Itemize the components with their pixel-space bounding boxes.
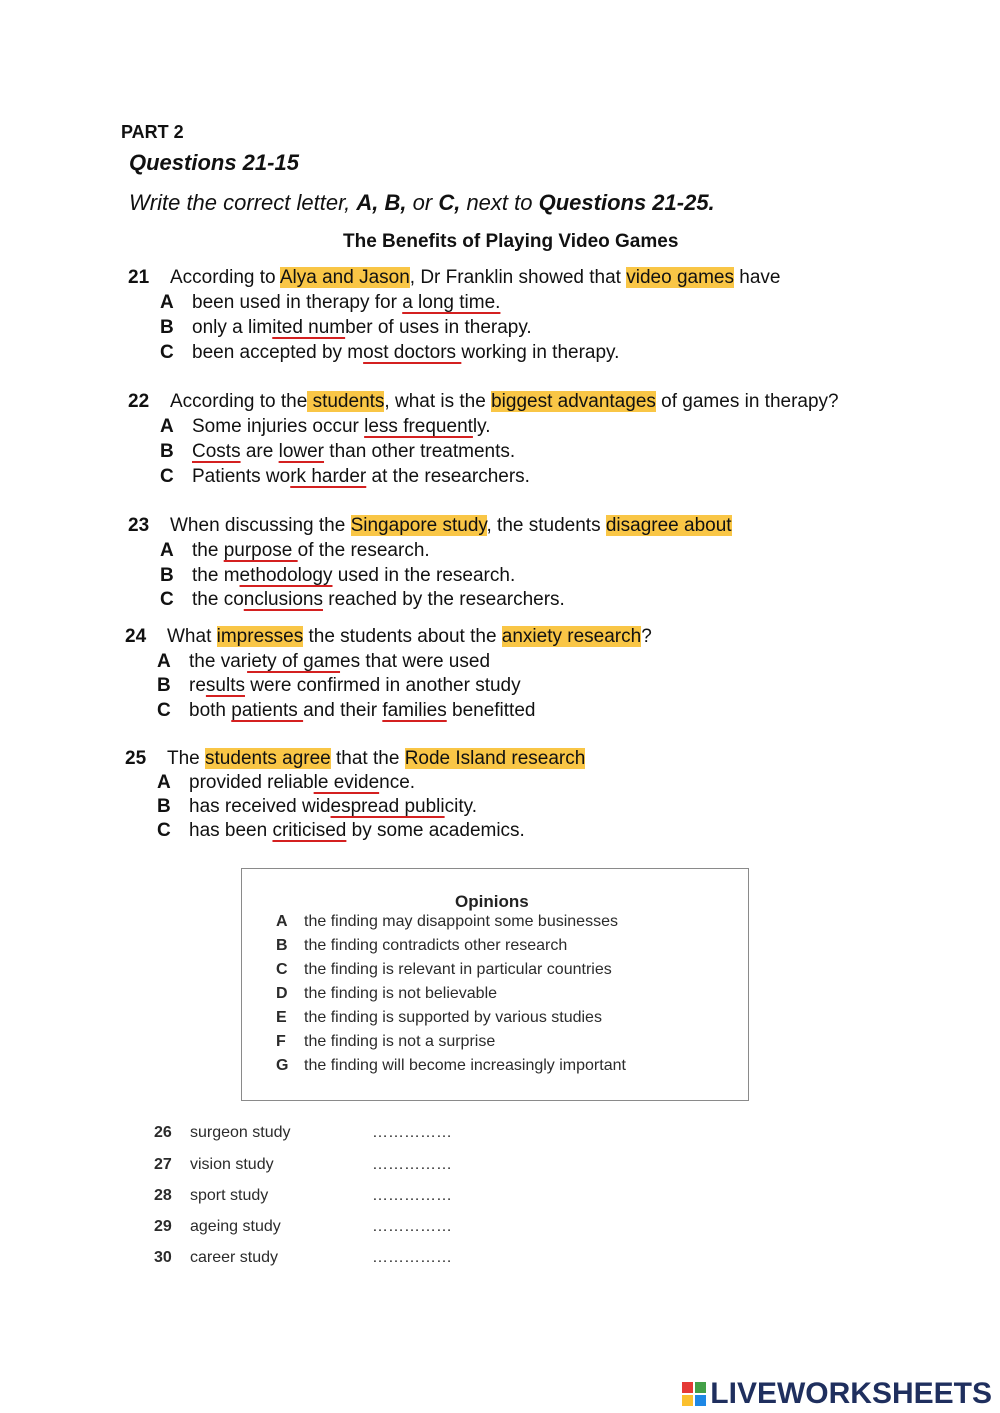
question-23-option-b[interactable]: B the methodology used in the research. xyxy=(160,565,516,586)
question-24-option-c[interactable]: C both patients and their families benefitted xyxy=(157,700,536,721)
answer-blank[interactable]: …………… xyxy=(372,1124,452,1141)
matching-row: 30 career study …………… xyxy=(154,1249,452,1266)
question-22-option-a[interactable]: A Some injuries occur less frequently. xyxy=(160,416,491,437)
logo-square xyxy=(695,1395,706,1406)
answer-blank[interactable]: …………… xyxy=(372,1156,452,1173)
question-22-stem: 22 According to the students, what is the biggest advantages of games in therapy? xyxy=(128,391,839,412)
instruction-text: Write the correct letter, A, B, or C, next to Questions 21-25. xyxy=(129,190,715,215)
logo-square xyxy=(682,1395,693,1406)
opinion-item: E the finding is supported by various studies xyxy=(276,1009,602,1026)
logo-grid-icon xyxy=(682,1382,706,1406)
opinion-item: G the finding will become increasingly important xyxy=(276,1057,626,1074)
opinion-item: F the finding is not a surprise xyxy=(276,1033,496,1050)
answer-blank[interactable]: …………… xyxy=(372,1187,452,1204)
question-21-option-a[interactable]: A been used in therapy for a long time. xyxy=(160,292,501,313)
question-25-stem: 25 The students agree that the Rode Island research xyxy=(125,748,586,769)
question-23-option-c[interactable]: C the conclusions reached by the researchers. xyxy=(160,589,565,610)
opinion-item: B the finding contradicts other research xyxy=(276,937,568,954)
question-22-option-b[interactable]: B Costs are lower than other treatments. xyxy=(160,441,516,462)
opinion-item: A the finding may disappoint some businesses xyxy=(276,913,618,930)
matching-row: 26 surgeon study …………… xyxy=(154,1124,452,1141)
answer-blank[interactable]: …………… xyxy=(372,1218,452,1235)
question-24-option-a[interactable]: A the variety of games that were used xyxy=(157,651,491,672)
matching-row: 29 ageing study …………… xyxy=(154,1218,452,1235)
part-label: PART 2 xyxy=(121,122,184,142)
liveworksheets-logo[interactable] xyxy=(682,1377,992,1411)
question-24-stem: 24 What impresses the students about the anxiety research? xyxy=(125,626,652,647)
answer-blank[interactable]: …………… xyxy=(372,1249,452,1266)
question-24-option-b[interactable]: B results were confirmed in another study xyxy=(157,675,521,696)
question-21-option-b[interactable]: B only a limited number of uses in therapy. xyxy=(160,317,532,338)
question-25-option-b[interactable]: B has received widespread publicity. xyxy=(157,796,477,817)
opinion-item: D the finding is not believable xyxy=(276,985,498,1002)
question-22-option-c[interactable]: C Patients work harder at the researchers. xyxy=(160,466,530,487)
question-25-option-a[interactable]: A provided reliable evidence. xyxy=(157,772,416,793)
logo-text: LIVEWORKSHEETS xyxy=(710,1377,992,1410)
question-23-option-a[interactable]: A the purpose of the research. xyxy=(160,540,430,561)
matching-row: 27 vision study …………… xyxy=(154,1156,452,1173)
document-title: The Benefits of Playing Video Games xyxy=(343,231,679,252)
question-25-option-c[interactable]: C has been criticised by some academics. xyxy=(157,820,525,841)
question-21-option-c[interactable]: C been accepted by most doctors working in therapy. xyxy=(160,342,620,363)
opinions-title: Opinions xyxy=(455,892,529,911)
question-21-stem: 21 According to Alya and Jason, Dr Franklin showed that video games have xyxy=(128,267,781,288)
questions-title: Questions 21-15 xyxy=(129,150,299,175)
logo-square xyxy=(682,1382,693,1393)
matching-row: 28 sport study …………… xyxy=(154,1187,452,1204)
question-23-stem: 23 When discussing the Singapore study, the students disagree about xyxy=(128,515,732,536)
logo-square xyxy=(695,1382,706,1393)
opinion-item: C the finding is relevant in particular countries xyxy=(276,961,612,978)
